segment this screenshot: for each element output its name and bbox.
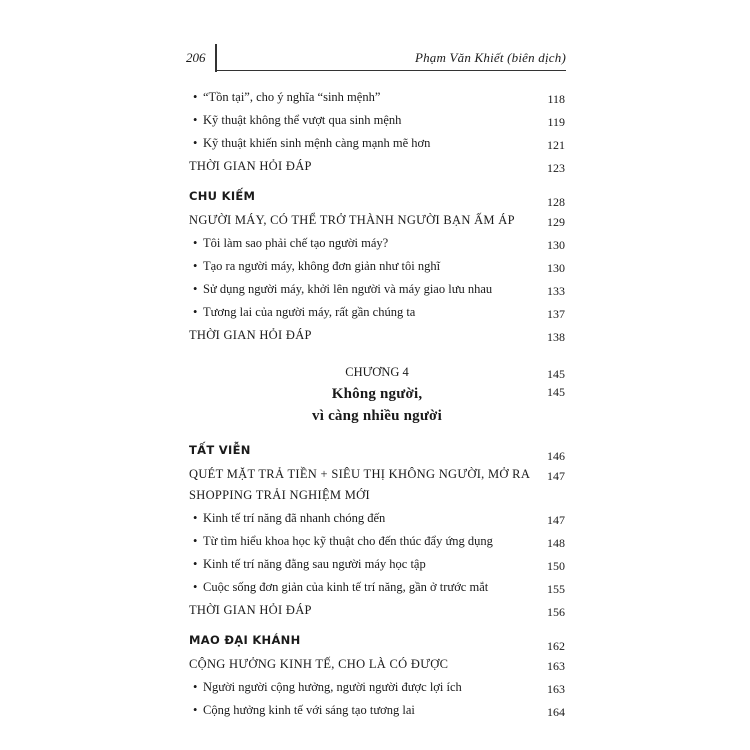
toc-entry (189, 530, 565, 553)
toc-author-entry (189, 183, 565, 209)
chapter-title (189, 383, 565, 427)
author-name: MAO ĐẠI KHÁNH (189, 633, 301, 647)
header-underline (215, 70, 566, 71)
entry-page: 147 (547, 469, 565, 483)
bullet-icon: • (193, 557, 198, 571)
toc-entry (189, 109, 565, 132)
bullet-icon: • (193, 113, 198, 127)
entry-title: THỜI GIAN HỎI ĐÁP (189, 159, 312, 173)
toc-section-entry (189, 463, 565, 507)
bullet-icon: • (193, 236, 198, 250)
entry-page: 146 (547, 449, 565, 463)
entry-page: 133 (547, 284, 565, 298)
toc-qa-entry (189, 155, 565, 178)
bullet-icon: • (193, 305, 198, 319)
section-title: NGƯỜI MÁY, CÓ THỂ TRỞ THÀNH NGƯỜI BẠN ẤM ÁP (189, 213, 515, 227)
entry-page: 147 (547, 513, 565, 527)
entry-page: 130 (547, 261, 565, 275)
entry-title: Kinh tế trí năng đã nhanh chóng đến (203, 511, 386, 525)
chapter-label: CHƯƠNG 4 (345, 365, 409, 379)
section-title (189, 464, 530, 506)
entry-title: Cộng hưởng kinh tế với sáng tạo tương lai (203, 703, 415, 717)
section-title-line-1: QUÉT MẶT TRẢ TIỀN + SIÊU THỊ KHÔNG NGƯỜI, MỞ RA (189, 467, 531, 481)
entry-page: 148 (547, 536, 565, 550)
toc-entry (189, 553, 565, 576)
entry-page: 119 (547, 115, 565, 129)
bullet-icon: • (193, 703, 198, 717)
entry-title: Người người cộng hưởng, người người được lợi ích (203, 680, 462, 694)
entry-page: 121 (547, 138, 565, 152)
entry-page: 130 (547, 238, 565, 252)
chapter-title-entry (189, 383, 565, 431)
bullet-icon: • (193, 90, 198, 104)
entry-title: Kỹ thuật khiến sinh mệnh càng mạnh mẽ hơn (203, 136, 431, 150)
entry-page: 150 (547, 559, 565, 573)
entry-title: Kỹ thuật không thể vượt qua sinh mệnh (203, 113, 402, 127)
toc-entry (189, 132, 565, 155)
bullet-icon: • (193, 511, 198, 525)
bullet-icon: • (193, 259, 198, 273)
author-name: CHU KIẾM (189, 189, 256, 203)
entry-title: Tôi làm sao phải chế tạo người máy? (203, 236, 389, 250)
table-of-contents (189, 86, 565, 722)
entry-page: 163 (547, 682, 565, 696)
section-title: CỘNG HƯỞNG KINH TẾ, CHO LÀ CÓ ĐƯỢC (189, 657, 449, 671)
toc-author-entry (189, 627, 565, 653)
entry-page: 163 (547, 659, 565, 673)
header-vertical-rule (215, 44, 217, 72)
running-head: Phạm Văn Khiết (biên dịch) (414, 50, 566, 65)
section-title-line-2: SHOPPING TRẢI NGHIỆM MỚI (189, 488, 370, 502)
toc-qa-entry (189, 599, 565, 622)
entry-title: Từ tìm hiểu khoa học kỹ thuật cho đến thúc đẩy ứng dụng (203, 534, 493, 548)
author-name: TẤT VIỄN (189, 443, 251, 457)
entry-title: Cuộc sống đơn giản của kinh tế trí năng, gần ở trước mắt (203, 580, 489, 594)
entry-page: 145 (547, 367, 565, 381)
toc-entry (189, 278, 565, 301)
page-header (186, 44, 566, 72)
toc-entry (189, 255, 565, 278)
toc-qa-entry (189, 324, 565, 347)
entry-page: 123 (547, 161, 565, 175)
entry-page: 128 (547, 195, 565, 209)
entry-page: 118 (547, 92, 565, 106)
entry-page: 137 (547, 307, 565, 321)
toc-section-entry (189, 209, 565, 232)
bullet-icon: • (193, 136, 198, 150)
bullet-icon: • (193, 534, 198, 548)
bullet-icon: • (193, 580, 198, 594)
entry-page: 155 (547, 582, 565, 596)
bullet-icon: • (193, 282, 198, 296)
entry-title: Tạo ra người máy, không đơn giản như tôi nghĩ (203, 259, 441, 273)
entry-page: 156 (547, 605, 565, 619)
toc-entry (189, 507, 565, 530)
entry-page: 145 (547, 385, 565, 399)
toc-entry (189, 699, 565, 722)
toc-section-entry (189, 653, 565, 676)
toc-entry (189, 232, 565, 255)
entry-title: Sử dụng người máy, khởi lên người và máy giao lưu nhau (203, 282, 493, 296)
toc-entry (189, 301, 565, 324)
toc-entry (189, 676, 565, 699)
toc-entry (189, 576, 565, 599)
entry-page: 162 (547, 639, 565, 653)
chapter-title-line-2: vì càng nhiều người (312, 408, 442, 424)
toc-chapter-entry (189, 361, 565, 383)
chapter-title-line-1: Không người, (331, 386, 423, 402)
entry-title: Kinh tế trí năng đằng sau người máy học tập (203, 557, 426, 571)
entry-page: 138 (547, 330, 565, 344)
entry-title: Tương lai của người máy, rất gần chúng ta (203, 305, 416, 319)
entry-page: 129 (547, 215, 565, 229)
page-number: 206 (186, 50, 206, 65)
entry-title: “Tồn tại”, cho ý nghĩa “sinh mệnh” (203, 90, 381, 104)
entry-page: 164 (547, 705, 565, 719)
bullet-icon: • (193, 680, 198, 694)
toc-author-entry (189, 437, 565, 463)
entry-title: THỜI GIAN HỎI ĐÁP (189, 328, 312, 342)
toc-entry (189, 86, 565, 109)
entry-title: THỜI GIAN HỎI ĐÁP (189, 603, 312, 617)
